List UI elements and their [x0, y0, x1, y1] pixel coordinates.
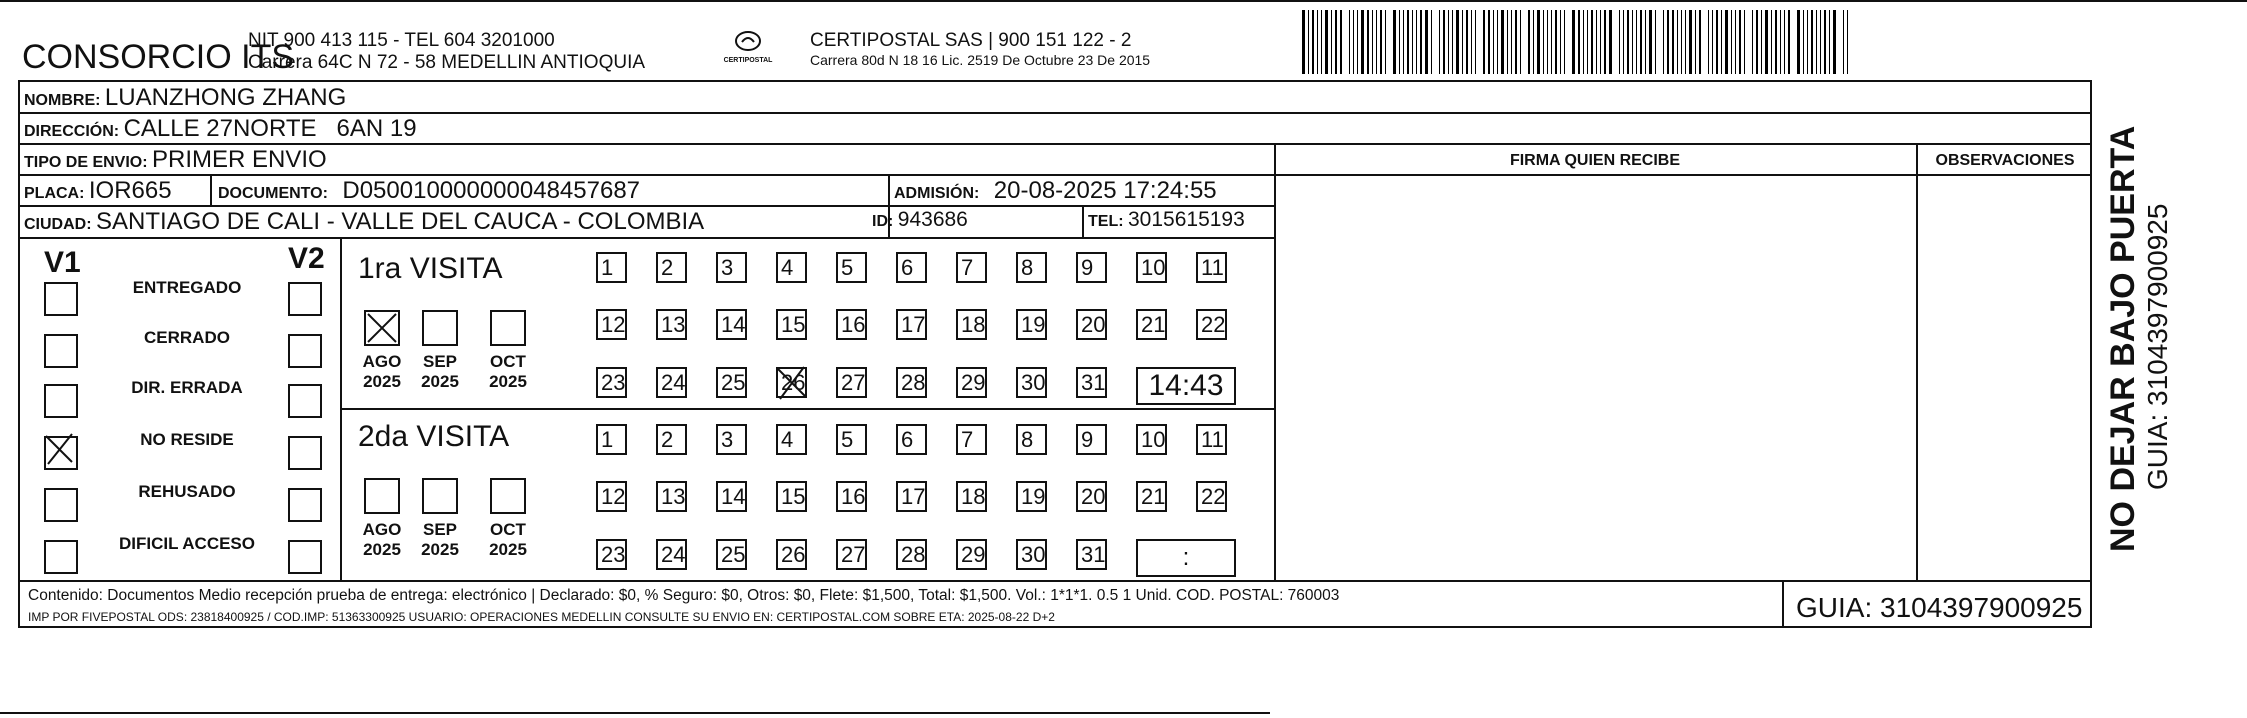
top-rule [0, 0, 2247, 2]
barcode [1302, 10, 1942, 74]
barcode-bar [1533, 10, 1534, 74]
day-box[interactable]: 15 [776, 309, 807, 340]
barcode-bar [1425, 10, 1428, 74]
v2-checkbox[interactable] [288, 282, 322, 316]
barcode-bar [1572, 10, 1575, 74]
day-box[interactable]: 1 [596, 252, 627, 283]
barcode-bar [1456, 10, 1459, 74]
day-box[interactable]: 18 [956, 481, 987, 512]
side-guia: GUIA: 3104397900925 [2142, 203, 2173, 490]
nombre-label: NOMBRE: [24, 92, 101, 109]
row-divider [18, 174, 1274, 176]
tipo-label: TIPO DE ENVIO: [24, 154, 148, 171]
direccion-value: CALLE 27NORTE 6AN 19 [123, 115, 417, 142]
barcode-bar [1587, 10, 1588, 74]
barcode-bar [1708, 10, 1709, 74]
second-visit-title: 2da VISITA [358, 420, 510, 453]
year-label: 2025 [489, 372, 527, 391]
row-divider [340, 408, 1274, 410]
day-box[interactable]: 30 [1016, 539, 1047, 570]
observaciones-heading: OBSERVACIONES [1935, 152, 2075, 169]
day-box[interactable]: 28 [896, 539, 927, 570]
barcode-bar [1361, 10, 1364, 74]
barcode-bar [1619, 10, 1620, 74]
barcode-bar [1797, 10, 1800, 74]
barcode-bar [1829, 10, 1830, 74]
day-box[interactable]: 21 [1136, 309, 1167, 340]
barcode-bar [1372, 10, 1373, 74]
barcode-bar [1537, 10, 1540, 74]
month-label: AGO [362, 520, 402, 539]
nombre-value: LUANZHONG ZHANG [104, 84, 347, 111]
day-box[interactable]: 2 [656, 252, 687, 283]
barcode-bar [1596, 10, 1597, 74]
side-warning: NO DEJAR BAJO PUERTA [2104, 125, 2142, 552]
barcode-bar [1353, 10, 1354, 74]
day-box[interactable]: 6 [896, 424, 927, 455]
barcode-bar [1412, 10, 1413, 74]
ciudad-value: SANTIAGO DE CALI - VALLE DEL CAUCA - COLOMBIA [96, 208, 705, 235]
barcode-bar [1340, 10, 1342, 74]
day-box[interactable]: 7 [956, 424, 987, 455]
barcode-bar [1820, 10, 1821, 74]
day-box[interactable]: 15 [776, 481, 807, 512]
status-label: NO RESIDE [140, 430, 234, 449]
day-box[interactable]: 17 [896, 309, 927, 340]
day-box[interactable]: 13 [656, 481, 687, 512]
barcode-bar [1699, 10, 1701, 74]
placa-value: IOR665 [88, 177, 172, 204]
day-box[interactable]: 12 [596, 481, 627, 512]
day-box[interactable]: 16 [836, 309, 867, 340]
barcode-bar [1716, 10, 1718, 74]
documento-label: DOCUMENTO: [218, 185, 328, 202]
day-box[interactable]: 16 [836, 481, 867, 512]
day-box[interactable]: 1 [596, 424, 627, 455]
id-label: ID: [872, 213, 894, 230]
barcode-bar [1448, 10, 1449, 74]
barcode-bar [1452, 10, 1453, 74]
barcode-bar [1302, 10, 1305, 74]
barcode-bar [1655, 10, 1656, 74]
id-cell [872, 208, 968, 232]
day-box[interactable]: 6 [896, 252, 927, 283]
barcode-bar [1604, 10, 1606, 74]
barcode-bar [1816, 10, 1817, 74]
signature-area[interactable] [1276, 176, 1916, 580]
day-box[interactable]: 26 [776, 367, 807, 398]
barcode-bar [1501, 10, 1504, 74]
row-divider [18, 580, 2092, 582]
barcode-bar [1685, 10, 1686, 74]
v1-checkbox[interactable] [44, 540, 78, 574]
month-checkbox[interactable] [422, 310, 458, 346]
day-box[interactable]: 27 [836, 367, 867, 398]
day-box[interactable]: 3 [716, 252, 747, 283]
courier-info [810, 30, 1150, 68]
barcode-bar [1431, 10, 1432, 74]
barcode-bar [1752, 10, 1753, 74]
day-box[interactable]: 20 [1076, 309, 1107, 340]
day-box[interactable]: 4 [776, 252, 807, 283]
courier-name: CERTIPOSTAL SAS | 900 151 122 - 2 [810, 30, 1132, 51]
barcode-bar [1636, 10, 1637, 74]
barcode-bar [1376, 10, 1377, 74]
footer-imp: IMP POR FIVEPOSTAL ODS: 23818400925 / COD.IMP: 51363300925 USUARIO: OPERACIONES MEDELLIN CONSULTE SU ENVIO EN: CERTIPOSTAL.COM SOBRE ETA: 2025-08-22 D+2 [28, 610, 1055, 624]
barcode-bar [1731, 10, 1732, 74]
barcode-bar [1488, 10, 1490, 74]
first-visit-title: 1ra VISITA [358, 252, 503, 285]
status-label: REHUSADO [138, 482, 236, 501]
company-info [248, 30, 645, 74]
day-box[interactable]: 4 [776, 424, 807, 455]
day-box[interactable]: 30 [1016, 367, 1047, 398]
row-divider [18, 237, 1274, 239]
barcode-bar [1735, 10, 1736, 74]
day-box[interactable]: 19 [1016, 309, 1047, 340]
col-divider [210, 174, 212, 206]
tipo-row [24, 146, 327, 174]
tel-label: TEL: [1088, 213, 1124, 230]
barcode-bar [1520, 10, 1521, 74]
firma-heading: FIRMA QUIEN RECIBE [1509, 152, 1681, 169]
col-divider [1082, 205, 1084, 237]
v1-heading: V1 [44, 246, 81, 279]
v2-checkbox[interactable] [288, 488, 322, 522]
day-box[interactable]: 23 [596, 539, 627, 570]
barcode-bar [1677, 10, 1678, 74]
month-label: OCT [490, 352, 526, 371]
barcode-bar [1591, 10, 1593, 74]
day-box[interactable]: 23 [596, 367, 627, 398]
barcode-bar [1393, 10, 1396, 74]
year-label: 2025 [489, 540, 527, 559]
barcode-bar [1843, 10, 1844, 74]
barcode-bar [1627, 10, 1629, 74]
barcode-bar [1807, 10, 1808, 74]
barcode-bar [1788, 10, 1790, 74]
day-box[interactable]: 10 [1136, 424, 1167, 455]
day-box[interactable]: 5 [836, 424, 867, 455]
day-box[interactable]: 8 [1016, 252, 1047, 283]
day-box[interactable]: 29 [956, 367, 987, 398]
barcode-bar [1543, 10, 1544, 74]
day-box[interactable]: 19 [1016, 481, 1047, 512]
barcode-bar [1667, 10, 1669, 74]
day-box[interactable]: 8 [1016, 424, 1047, 455]
day-box[interactable]: 26 [776, 539, 807, 570]
barcode-bar [1721, 10, 1722, 74]
barcode-bar [1775, 10, 1777, 74]
year-label: 2025 [363, 372, 401, 391]
day-box[interactable]: 28 [896, 367, 927, 398]
courier-address: Carrera 80d N 18 16 Lic. 2519 De Octubre 23 De 2015 [810, 52, 1151, 68]
barcode-bar [1403, 10, 1404, 74]
v2-checkbox[interactable] [288, 334, 322, 368]
barcode-bar [1784, 10, 1785, 74]
barcode-bar [1317, 10, 1318, 74]
day-box[interactable]: 11 [1196, 424, 1227, 455]
barcode-bar [1483, 10, 1485, 74]
month-label: OCT [490, 520, 526, 539]
col-divider [1782, 580, 1784, 628]
barcode-bar [1847, 10, 1848, 74]
day-box[interactable]: 21 [1136, 481, 1167, 512]
barcode-bar [1765, 10, 1768, 74]
barcode-bar [1321, 10, 1322, 74]
barcode-bar [1335, 10, 1337, 74]
barcode-bar [1663, 10, 1664, 74]
day-box[interactable]: 9 [1076, 252, 1107, 283]
barcode-bar [1649, 10, 1652, 74]
day-box[interactable]: 3 [716, 424, 747, 455]
barcode-bar [1780, 10, 1781, 74]
barcode-bar [1771, 10, 1772, 74]
company-address: Carrera 64C N 72 - 58 MEDELLIN ANTIOQUIA [248, 52, 646, 73]
barcode-bar [1515, 10, 1517, 74]
barcode-bar [1560, 10, 1561, 74]
month-label: SEP [422, 352, 458, 371]
logo-text: CERTIPOSTAL [723, 57, 773, 64]
day-box[interactable]: 13 [656, 309, 687, 340]
courier-logo [708, 30, 788, 70]
day-box[interactable]: 12 [596, 309, 627, 340]
status-label: CERRADO [144, 328, 230, 347]
observations-area[interactable] [1918, 176, 2092, 580]
barcode-bar [1475, 10, 1476, 74]
footer-guia: GUIA: 3104397900925 [1796, 592, 2083, 623]
v2-checkbox[interactable] [288, 436, 322, 470]
barcode-bar [1325, 10, 1328, 74]
v1-checkbox[interactable] [44, 282, 78, 316]
tel-value: 3015615193 [1128, 208, 1245, 231]
barcode-bar [1331, 10, 1332, 74]
month-label: AGO [362, 352, 402, 371]
visit-time-box[interactable]: : [1136, 539, 1236, 577]
day-box[interactable]: 24 [656, 367, 687, 398]
v1-checkbox[interactable] [44, 334, 78, 368]
barcode-bar [1725, 10, 1728, 74]
barcode-bar [1407, 10, 1409, 74]
month-label: SEP [422, 520, 458, 539]
v2-checkbox[interactable] [288, 384, 322, 418]
tel-cell [1088, 208, 1245, 232]
placa-label: PLACA: [24, 185, 85, 202]
admision-value: 20-08-2025 17:24:55 [993, 177, 1217, 204]
barcode-bar [1420, 10, 1422, 74]
day-box[interactable]: 31 [1076, 539, 1107, 570]
barcode-bar [1695, 10, 1696, 74]
v1-checkbox[interactable] [44, 384, 78, 418]
barcode-bar [1600, 10, 1601, 74]
documento-value: D050010000000048457687 [342, 177, 641, 204]
barcode-bar [1439, 10, 1440, 74]
v2-checkbox[interactable] [288, 540, 322, 574]
status-label: DIR. ERRADA [131, 378, 243, 397]
barcode-bar [1493, 10, 1494, 74]
barcode-bar [1672, 10, 1674, 74]
barcode-bar [1443, 10, 1445, 74]
barcode-bar [1640, 10, 1642, 74]
barcode-bar [1497, 10, 1498, 74]
month-checkbox[interactable] [422, 478, 458, 514]
admision-label: ADMISIÓN: [894, 185, 980, 202]
day-box[interactable]: 22 [1196, 309, 1227, 340]
barcode-bar [1739, 10, 1741, 74]
status-label: ENTREGADO [132, 278, 242, 297]
barcode-bar [1756, 10, 1758, 74]
month-checkbox[interactable] [364, 310, 400, 346]
day-box[interactable]: 10 [1136, 252, 1167, 283]
visit-time-box[interactable]: 14:43 [1136, 367, 1236, 405]
tipo-value: PRIMER ENVIO [152, 146, 327, 173]
day-box[interactable]: 7 [956, 252, 987, 283]
barcode-bar [1712, 10, 1713, 74]
day-box[interactable]: 20 [1076, 481, 1107, 512]
day-box[interactable]: 5 [836, 252, 867, 283]
year-label: 2025 [363, 540, 401, 559]
barcode-bar [1833, 10, 1836, 74]
barcode-bar [1312, 10, 1314, 74]
barcode-bar [1824, 10, 1826, 74]
v1-checkbox[interactable] [44, 436, 78, 470]
barcode-bar [1623, 10, 1624, 74]
documento-cell [218, 177, 640, 205]
barcode-bar [1380, 10, 1382, 74]
barcode-bar [1578, 10, 1580, 74]
barcode-bar [1583, 10, 1584, 74]
x-mark-icon [42, 432, 76, 466]
day-box[interactable]: 2 [656, 424, 687, 455]
day-box[interactable]: 22 [1196, 481, 1227, 512]
barcode-bar [1528, 10, 1530, 74]
day-box[interactable]: 27 [836, 539, 867, 570]
day-box[interactable]: 25 [716, 367, 747, 398]
barcode-bar [1399, 10, 1400, 74]
barcode-bar [1689, 10, 1692, 74]
x-mark-icon [364, 310, 400, 346]
ciudad-cell [24, 208, 704, 236]
barcode-bar [1357, 10, 1358, 74]
company-nit: NIT 900 413 115 - TEL 604 3201000 [248, 30, 555, 51]
barcode-bar [1471, 10, 1472, 74]
year-label: 2025 [421, 540, 459, 559]
company-name: CONSORCIO ITS [22, 38, 295, 76]
barcode-bar [1547, 10, 1548, 74]
barcode-bar [1761, 10, 1762, 74]
admision-cell [894, 177, 1217, 205]
direccion-row [24, 115, 417, 143]
v1-checkbox[interactable] [44, 488, 78, 522]
barcode-bar [1811, 10, 1813, 74]
day-box[interactable]: 24 [656, 539, 687, 570]
barcode-bar [1555, 10, 1557, 74]
bottom-rule-2 [1052, 712, 1262, 714]
month-checkbox[interactable] [490, 310, 526, 346]
day-box[interactable]: 25 [716, 539, 747, 570]
barcode-bar [1803, 10, 1804, 74]
day-box[interactable]: 18 [956, 309, 987, 340]
nombre-row [24, 84, 346, 112]
barcode-bar [1466, 10, 1468, 74]
barcode-bar [1632, 10, 1633, 74]
day-box[interactable]: 14 [716, 481, 747, 512]
direccion-label: DIRECCIÓN: [24, 123, 120, 140]
logo-icon [733, 30, 763, 52]
barcode-bar [1308, 10, 1309, 74]
day-box[interactable]: 31 [1076, 367, 1107, 398]
x-mark-icon [774, 363, 810, 406]
barcode-bar [1349, 10, 1350, 74]
day-box[interactable]: 9 [1076, 424, 1107, 455]
day-box[interactable]: 11 [1196, 252, 1227, 283]
barcode-bar [1507, 10, 1508, 74]
day-box[interactable]: 17 [896, 481, 927, 512]
barcode-bar [1645, 10, 1646, 74]
day-box[interactable]: 14 [716, 309, 747, 340]
row-divider [18, 205, 1274, 207]
barcode-bar [1744, 10, 1745, 74]
barcode-bar [1511, 10, 1512, 74]
row-divider [18, 143, 2092, 145]
barcode-bar [1564, 10, 1565, 74]
barcode-bar [1385, 10, 1386, 74]
barcode-bar [1609, 10, 1612, 74]
barcode-bar [1551, 10, 1552, 74]
ciudad-label: CIUDAD: [24, 216, 92, 233]
year-label: 2025 [421, 372, 459, 391]
barcode-bar [1681, 10, 1682, 74]
barcode-bar [1462, 10, 1463, 74]
month-checkbox[interactable] [490, 478, 526, 514]
row-divider [18, 112, 2092, 114]
day-box[interactable]: 29 [956, 539, 987, 570]
col-divider [340, 237, 342, 580]
month-checkbox[interactable] [364, 478, 400, 514]
footer-contenido: Contenido: Documentos Medio recepción prueba de entrega: electrónico | Declarado: $0, % Seguro: $0, Otros: $0, Flete: $1,500, Total: $1,500. Vol.: 1*1*1. 0.5 1 Unid. COD. POSTAL: 760003 [28, 587, 1340, 604]
status-label: DIFICIL ACCESO [118, 534, 255, 553]
barcode-bar [1367, 10, 1369, 74]
placa-cell [24, 177, 172, 205]
v2-heading: V2 [288, 242, 325, 275]
id-value: 943686 [897, 208, 968, 231]
barcode-bar [1416, 10, 1417, 74]
